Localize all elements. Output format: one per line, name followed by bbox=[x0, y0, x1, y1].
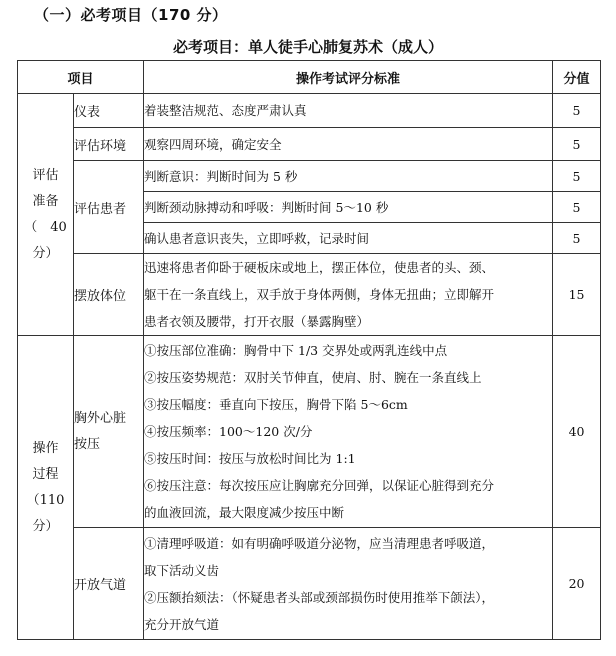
header-criteria: 操作考试评分标准 bbox=[144, 61, 553, 94]
score-environment: 5 bbox=[553, 128, 601, 161]
table-row bbox=[18, 336, 601, 528]
score-patient-3: 5 bbox=[553, 223, 601, 254]
table-row bbox=[18, 161, 601, 192]
header-row bbox=[18, 61, 601, 94]
criteria-patient-1: 判断意识：判断时间为 5 秒 bbox=[144, 161, 553, 192]
criteria-instrument: 着装整洁规范、态度严肃认真 bbox=[144, 94, 553, 128]
sub-patient: 评估患者 bbox=[74, 161, 144, 254]
category-assess: 评估 准备 （ 40 分） bbox=[18, 94, 74, 336]
sub-position: 摆放体位 bbox=[74, 254, 144, 336]
header-score: 分值 bbox=[553, 61, 601, 94]
scoring-table bbox=[17, 60, 601, 640]
category-operate: 操作 过程 （110 分） bbox=[18, 336, 74, 640]
section-title: （一）必考项目（170 分） bbox=[34, 6, 228, 24]
table-row bbox=[18, 94, 601, 128]
header-item: 项目 bbox=[18, 61, 144, 94]
criteria-compression: ①按压部位准确：胸骨中下 1/3 交界处或两乳连线中点 ②按压姿势规范：双肘关节伸直，使肩、肘、腕在一条直线上 ③按压幅度：垂直向下按压，胸骨下陷 5～6cm ④按压频率：100～120 次/分 ⑤按压时间：按压与放松时间比为 1:1 ⑥按压注意：每次按压应让胸廓充分回弹，以保证心脏得到充分 的血液回流，最大限度减少按压中断 bbox=[144, 336, 553, 528]
sub-compression: 胸外心脏 按压 bbox=[74, 336, 144, 528]
sub-airway: 开放气道 bbox=[74, 528, 144, 640]
sub-environment: 评估环境 bbox=[74, 128, 144, 161]
criteria-patient-3: 确认患者意识丧失，立即呼救，记录时间 bbox=[144, 223, 553, 254]
sub-instrument: 仪表 bbox=[74, 94, 144, 128]
criteria-environment: 观察四周环境，确定安全 bbox=[144, 128, 553, 161]
table-row bbox=[18, 254, 601, 336]
score-position: 15 bbox=[553, 254, 601, 336]
score-patient-1: 5 bbox=[553, 161, 601, 192]
score-instrument: 5 bbox=[553, 94, 601, 128]
criteria-position: 迅速将患者仰卧于硬板床或地上，摆正体位，使患者的头、颈、 躯干在一条直线上，双手放于身体两侧，身体无扭曲；立即解开 患者衣领及腰带，打开衣服（暴露胸壁） bbox=[144, 254, 553, 336]
table-row bbox=[18, 528, 601, 640]
table-row bbox=[18, 128, 601, 161]
score-compression: 40 bbox=[553, 336, 601, 528]
criteria-patient-2: 判断颈动脉搏动和呼吸：判断时间 5～10 秒 bbox=[144, 192, 553, 223]
table-title: 必考项目：单人徒手心肺复苏术（成人） bbox=[172, 38, 443, 56]
score-airway: 20 bbox=[553, 528, 601, 640]
criteria-airway: ①清理呼吸道：如有明确呼吸道分泌物，应当清理患者呼吸道， 取下活动义齿 ②压额抬颏法：（怀疑患者头部或颈部损伤时使用推举下颌法）， 充分开放气道 bbox=[144, 528, 553, 640]
score-patient-2: 5 bbox=[553, 192, 601, 223]
